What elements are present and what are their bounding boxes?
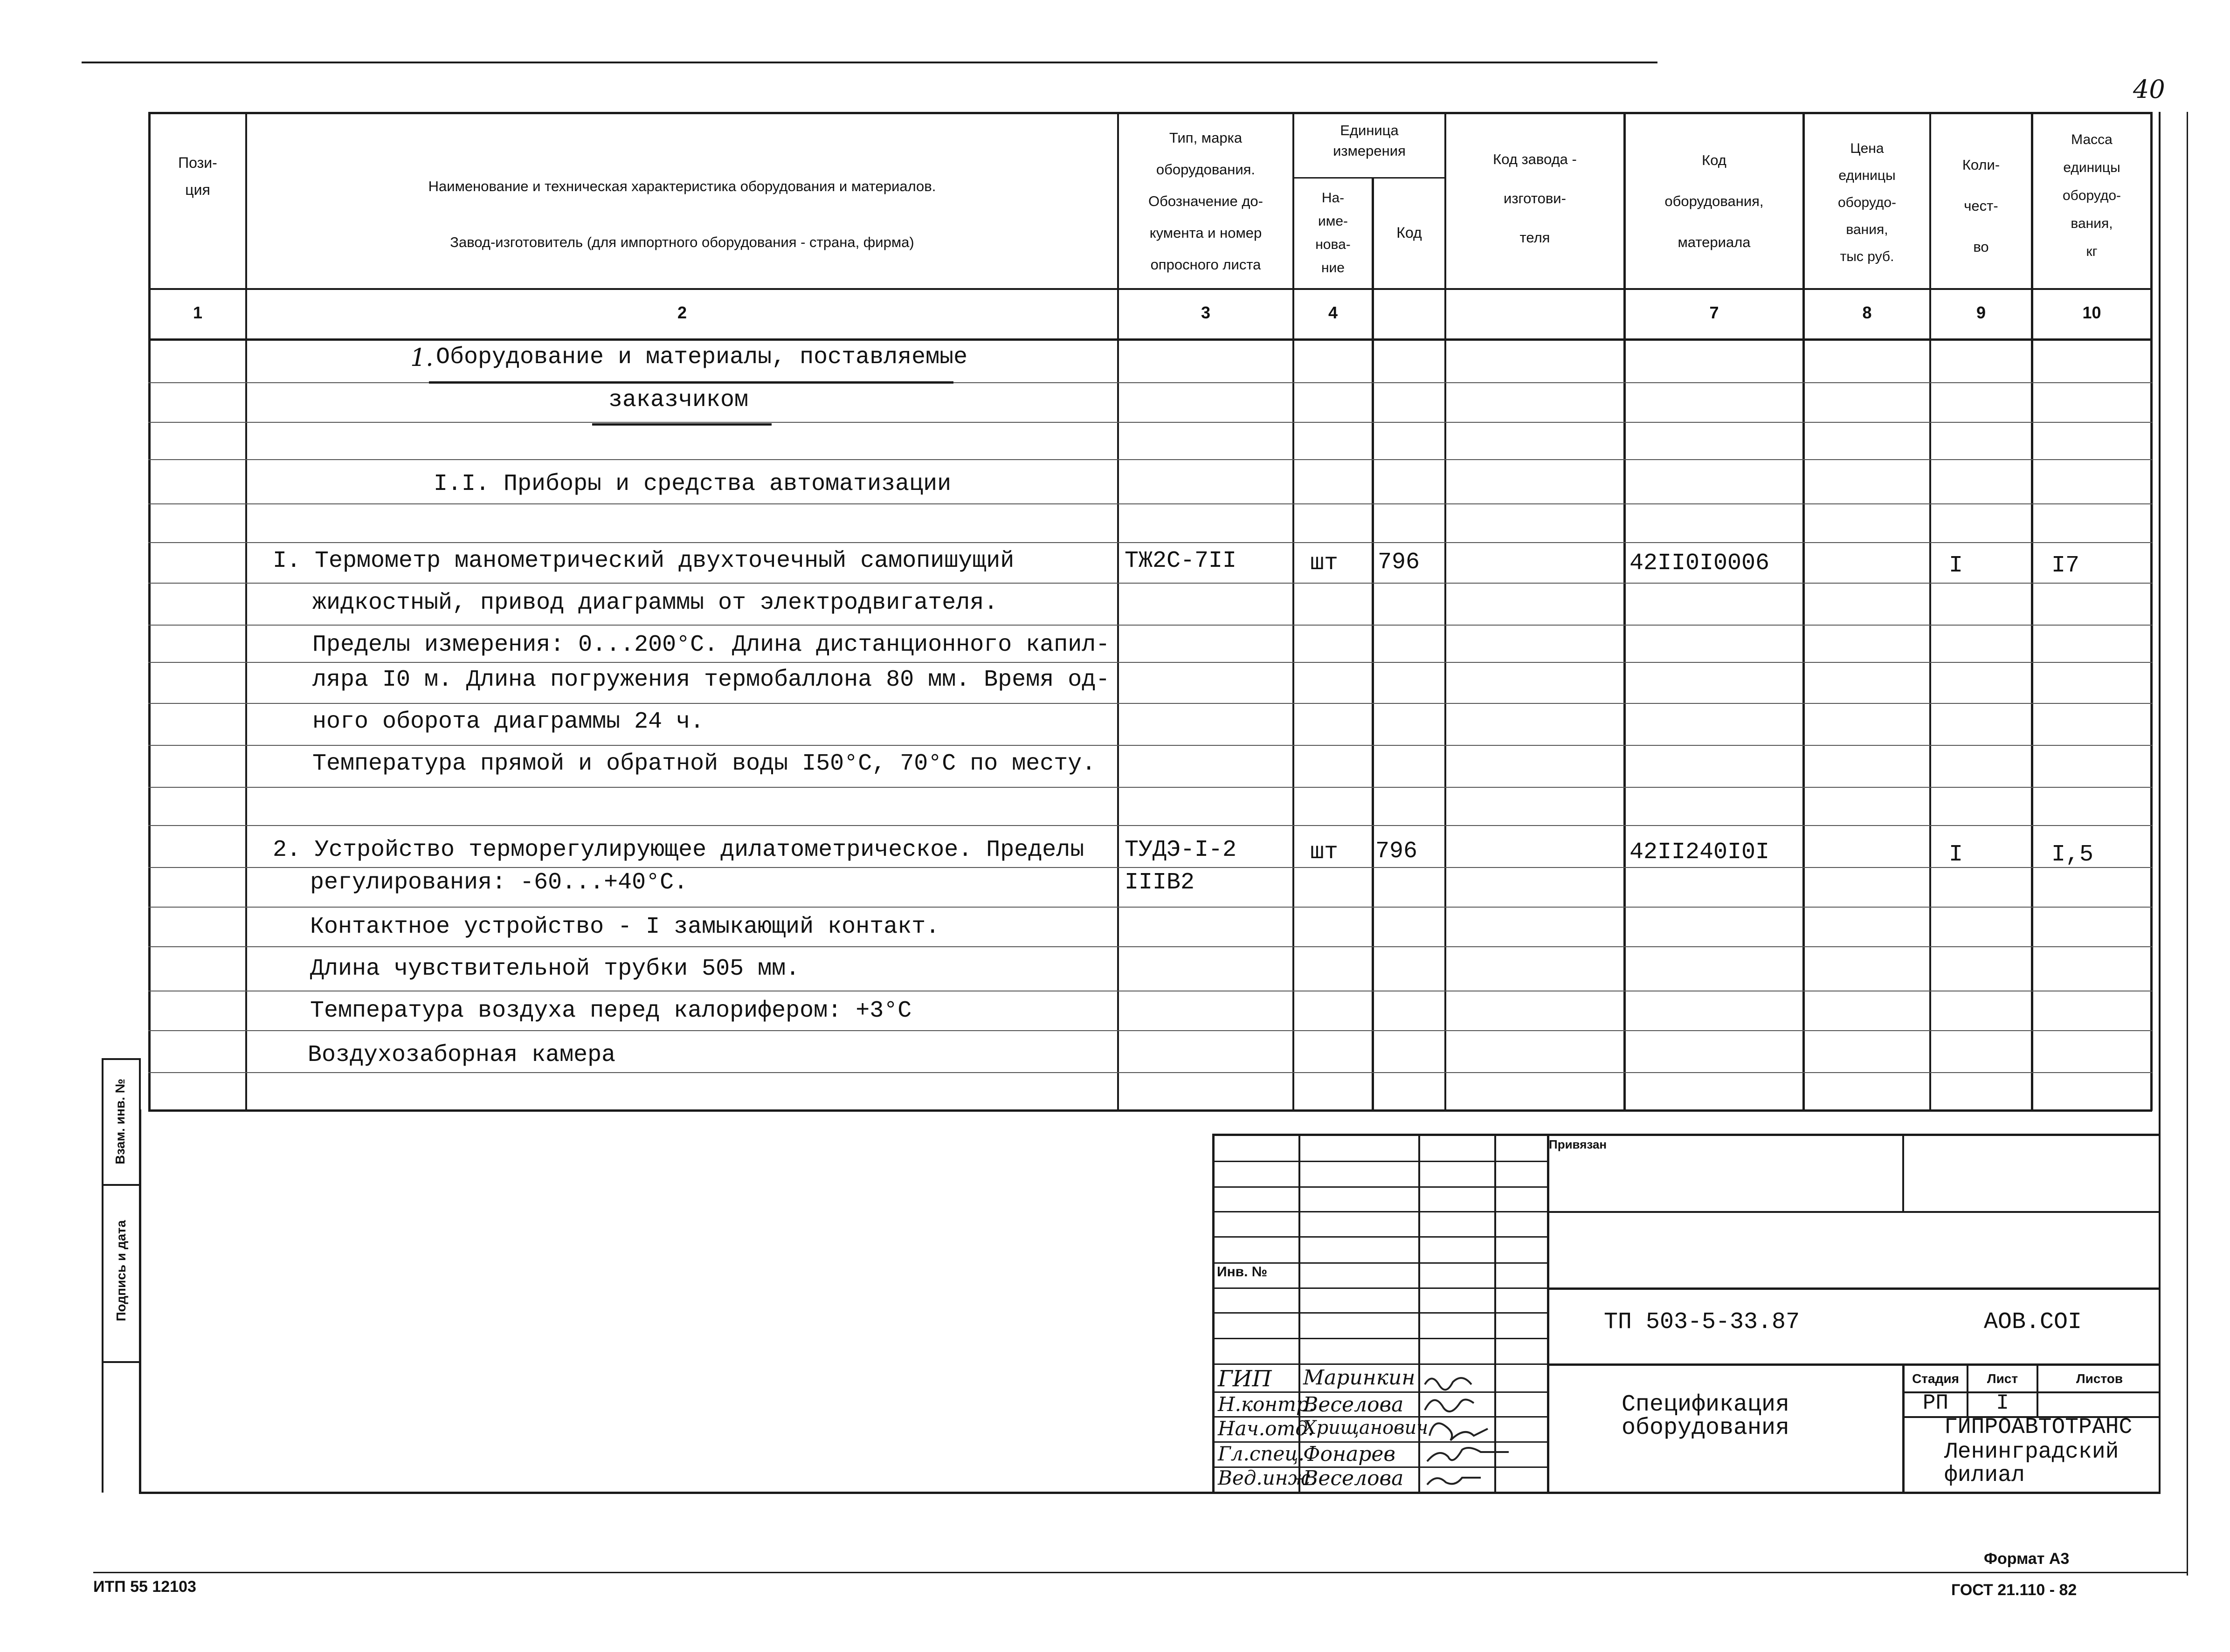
section-title-underline2 — [592, 423, 772, 426]
item1-type: ТЖ2С-7II — [1125, 548, 1237, 574]
frame-right-border — [2159, 112, 2161, 1494]
item2-line3: Контактное устройство - I замыкающий контакт. — [310, 914, 940, 940]
stamp-name-2: Веселова — [1303, 1393, 1404, 1417]
row-line-18 — [148, 1072, 2152, 1073]
frame-bottom-border — [139, 1492, 2161, 1494]
header-factory-code: Код завода - изготови- теля — [1493, 151, 1577, 246]
item2-line6: Воздухозаборная камера — [308, 1042, 616, 1068]
stamp-role-1: ГИП — [1218, 1366, 1272, 1392]
colnum-2: 2 — [677, 303, 687, 322]
stamp-role-4: Гл.спец. — [1218, 1442, 1305, 1465]
row-line-4 — [148, 503, 2152, 504]
stamp-name-5: Веселова — [1303, 1466, 1404, 1490]
row-line-5 — [148, 542, 2152, 543]
signatures-drawing — [1420, 1366, 1551, 1492]
item2-type-line1: ТУДЭ-I-2 — [1125, 837, 1237, 863]
row-line-3 — [148, 459, 2152, 460]
stamp-row-line-2 — [1212, 1186, 1548, 1188]
outer-right-rule — [2187, 112, 2188, 1576]
stamp-name-4: Фонарев — [1303, 1442, 1396, 1466]
col-sep-4 — [1372, 177, 1374, 1111]
item1-line5: ного оборота диаграммы 24 ч. — [312, 709, 704, 735]
stamp-row-line-7 — [1212, 1312, 1548, 1314]
item1-mass: I7 — [2051, 552, 2080, 579]
frame-left-border — [139, 1109, 141, 1494]
item2-unit-code: 796 — [1375, 838, 1418, 865]
item1-unit-code: 796 — [1378, 549, 1420, 576]
header-unit-name: На- име- нова- ние — [1315, 190, 1351, 275]
item1-line6: Температура прямой и обратной воды I50°С, 70°С по месту. — [312, 750, 1096, 777]
item2-mass: I,5 — [2051, 841, 2094, 868]
stamp-listov-label: Листов — [2076, 1371, 2123, 1386]
stamp-role-2: Н.контр. — [1218, 1393, 1315, 1416]
item1-line1: I. Термометр манометрический двухточечный самопишущий — [273, 548, 1015, 574]
table-right-border — [2150, 112, 2153, 1111]
item1-line2: жидкостный, привод диаграммы от электродвигателя. — [312, 590, 998, 616]
row-line-17 — [148, 1030, 2152, 1031]
stamp-row-line-4 — [1212, 1236, 1548, 1238]
row-line-11 — [148, 787, 2152, 788]
stamp-role-3: Нач.отд. — [1218, 1417, 1314, 1440]
stamp-row-line-6 — [1212, 1287, 1548, 1289]
row-line-14 — [148, 907, 2152, 908]
section-title-underline1 — [429, 381, 953, 384]
item2-line5: Температура воздуха перед калорифером: +3°С — [310, 998, 912, 1024]
col-sep-5 — [1444, 112, 1446, 1111]
strip-label-vzam: Взам. инв. № — [113, 1079, 127, 1164]
header-name: Наименование и техническая характеристика оборудования и материалов. Завод-изготовитель (для импортного оборудования - страна, фирма) — [428, 178, 936, 250]
header-position: Пози- ция — [178, 154, 217, 198]
stamp-row-line-8 — [1212, 1338, 1548, 1339]
header-bottom-border — [148, 288, 2152, 290]
colnum-9: 9 — [1976, 303, 1986, 322]
header-mass: Масса единицы оборудо- вания, кг — [2062, 132, 2121, 259]
stamp-project-code: ТП 503-5-33.87 — [1604, 1309, 1800, 1335]
section-number: 1. — [410, 344, 434, 372]
colnum-8: 8 — [1862, 303, 1872, 322]
strip-left-border — [102, 1058, 104, 1493]
stamp-doc-title-2: оборудования — [1622, 1415, 1790, 1441]
item2-equipment-code: 42II240I0I — [1629, 839, 1770, 866]
stamp-stadia-label: Стадия — [1912, 1371, 1959, 1386]
header-quantity: Коли- чест- во — [1962, 157, 2000, 255]
table-left-border — [148, 112, 151, 1111]
unit-subheader-border — [1292, 177, 1446, 179]
row-line-15 — [148, 946, 2152, 947]
item1-quantity: I — [1949, 552, 1963, 579]
stamp-row-line-1 — [1212, 1161, 1548, 1162]
table-bottom-border — [148, 1109, 2152, 1112]
stamp-org-3: филиал — [1944, 1463, 2025, 1488]
strip-divider-2 — [102, 1361, 141, 1363]
header-price: Цена единицы оборудо- вания, тыс руб. — [1837, 141, 1897, 264]
stamp-privyazan-divider — [1902, 1134, 1904, 1213]
stamp-sheet-code: АОВ.СОI — [1984, 1309, 2082, 1335]
section-title-line1: Оборудование и материалы, поставляемые — [436, 344, 968, 371]
stamp-name-3: Хрищанович — [1303, 1417, 1429, 1439]
top-rule — [82, 62, 1657, 63]
stamp-org-2: Ленинградский — [1944, 1439, 2119, 1465]
item2-line4: Длина чувствительной трубки 505 мм. — [310, 956, 800, 982]
stamp-list-label: Лист — [1987, 1371, 2018, 1386]
stamp-row-line-3 — [1212, 1211, 1548, 1212]
footer-format: Формат А3 — [1984, 1550, 2070, 1568]
row-line-8 — [148, 662, 2152, 663]
stamp-org-1: ГИПРОАВТОТРАНС — [1944, 1415, 2133, 1440]
stamp-code-bottom — [1547, 1363, 2161, 1366]
row-line-2 — [148, 422, 2152, 423]
stamp-doc-title-1: Спецификация — [1622, 1391, 1790, 1418]
footer-left-code: ИТП 55 12103 — [93, 1578, 196, 1596]
colnum-bottom-border — [148, 338, 2152, 341]
header-unit: Единица измерения — [1333, 122, 1406, 159]
stamp-top-border — [1212, 1134, 2161, 1136]
colnum-4: 4 — [1328, 303, 1338, 322]
item1-line4: ляра I0 м. Длина погружения термобаллона 80 мм. Время од- — [312, 667, 1110, 693]
item2-unit: шт — [1310, 839, 1339, 866]
stamp-code-top — [1547, 1287, 2161, 1290]
section-title-line2: заказчиком — [608, 387, 749, 413]
subsection-title: I.I. Приборы и средства автоматизации — [434, 471, 952, 497]
colnum-3: 3 — [1201, 303, 1211, 322]
stamp-name-1: Маринкин — [1303, 1366, 1415, 1390]
row-line-6 — [148, 583, 2152, 584]
stamp-list-value: I — [1996, 1391, 2009, 1415]
item2-quantity: I — [1949, 841, 1963, 868]
item2-type-line2: IIIВ2 — [1125, 869, 1195, 896]
header-unit-code: Код — [1396, 224, 1422, 241]
row-line-7 — [148, 625, 2152, 626]
header-type: Тип, марка оборудования. Обозначение до- кумента и номер опросного листа — [1148, 130, 1263, 273]
page-number: 40 — [2133, 75, 2165, 104]
footer-gost: ГОСТ 21.110 - 82 — [1951, 1581, 2077, 1599]
colnum-10: 10 — [2082, 303, 2101, 322]
item2-line2: регулирования: -60...+40°С. — [310, 869, 688, 896]
row-line-9 — [148, 703, 2152, 704]
stamp-privyazan-label: Привязан — [1549, 1137, 1607, 1151]
stamp-privyazan-bottom — [1547, 1211, 2161, 1213]
colnum-7: 7 — [1709, 303, 1719, 322]
header-equipment-code: Код оборудования, материала — [1664, 152, 1764, 250]
row-line-12 — [148, 825, 2152, 826]
row-line-13 — [148, 867, 2152, 868]
item2-line1: 2. Устройство терморегулирующее дилатометрическое. Пределы — [273, 837, 1084, 863]
item1-unit: шт — [1310, 550, 1339, 577]
table-top-border — [148, 112, 2152, 114]
stamp-inv-label: Инв. № — [1217, 1264, 1268, 1280]
item1-line3: Пределы измерения: 0...200°С. Длина дистанционного капил- — [312, 632, 1110, 658]
item1-equipment-code: 42II0I0006 — [1629, 550, 1770, 577]
stamp-row-line-5 — [1212, 1262, 1548, 1264]
row-line-10 — [148, 745, 2152, 746]
colnum-1: 1 — [193, 303, 203, 322]
outer-bottom-rule — [93, 1572, 2187, 1573]
stamp-role-5: Вед.инж. — [1218, 1466, 1317, 1489]
strip-label-podpis: Подпись и дата — [114, 1220, 128, 1322]
stamp-row-line-9 — [1212, 1363, 1548, 1365]
stamp-stadia-value: РП — [1922, 1391, 1949, 1415]
